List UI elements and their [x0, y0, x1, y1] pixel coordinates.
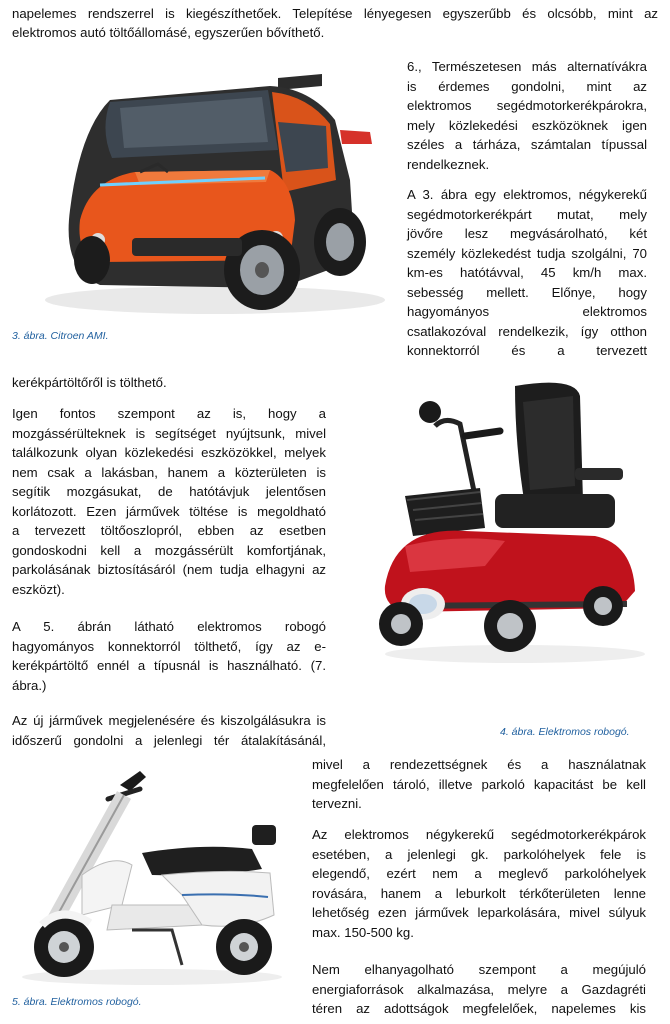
text-line: mivel a rendezettségnek és a használatnak — [312, 757, 646, 772]
text-line: széles a tárháza, számtalan típussal — [407, 137, 647, 152]
text-line: nem csak a lakásban, hanem a közterületen is — [12, 464, 326, 480]
new-vehicles-paragraph — [12, 711, 326, 750]
text-line: személy közlekedést tudja szolgálni, 70 — [407, 245, 647, 261]
citroen-ami-image — [40, 60, 388, 318]
text-line: 6., Természetesen más alternatívákra — [407, 59, 647, 74]
intro-line-1: napelemes rendszerrel is kiegészíthetőek. Telepítése lényegesen egyszerűbb és olcsóbb, mint az — [12, 6, 658, 21]
text-line: tervezni. — [312, 796, 362, 811]
text-line: elegendő, ezért nem a meglevő parkolóhelyek — [312, 866, 646, 881]
text-line: km-es hatótávval, 45 km/h max. — [407, 265, 647, 280]
text-line: energiaforrások alkalmazása, melyre a Gazdagréti — [312, 981, 646, 997]
text-line: Az új járművek megjelenésére és kiszolgálásukra is — [12, 713, 326, 728]
text-line: időszerű gondolni a jelenlegi tér átalakításánál, — [12, 732, 326, 748]
text-line: segítik mozgásukat, de hatótávjuk jelentősen — [12, 484, 326, 499]
text-line: hagyományos konnektorról tölthető, így az e- — [12, 638, 326, 654]
text-line: sebesség mellett. Előnye, hogy — [407, 284, 647, 300]
figure-4-caption: 4. ábra. Elektromos robogó. — [500, 726, 630, 738]
text-line: a tervezett töltőoszlopról, ebben az esetben — [12, 523, 326, 538]
text-line: Igen fontos szempont az is, hogy a — [12, 406, 326, 421]
text-line: konnektorról és a tervezett — [407, 343, 647, 358]
text-line: rovására, hanem a leburkolt térkőterületen lenne — [312, 885, 646, 901]
text-line: gondoskodni kell a mozgássérült komfortjának, — [12, 542, 326, 558]
new-vehicles-continuation — [312, 755, 646, 814]
figure-5-caption: 5. ábra. Elektromos robogó. — [12, 996, 142, 1008]
text-line: Nem elhanyagolható szempont a megújuló — [312, 962, 646, 977]
text-line: esetében, a jelenlegi gk. parkolóhelyek fele is — [312, 846, 646, 862]
text-line: téren az adottságok megfelelőek, napelemes kis — [312, 1001, 646, 1016]
text-line: eszközt). — [12, 581, 65, 597]
quad-paragraph — [312, 825, 646, 942]
text-line: megfelelően tároló, illetve parkoló kapacitást be kell — [312, 776, 646, 792]
intro-line-2: elektromos autó töltőállomásé, egyszerűen bővíthető. — [12, 25, 325, 40]
text-line: jövőre lesz megvásárolható, két — [407, 226, 647, 241]
text-line: lehetőség ezen járművek leparkolására, mivel súlyuk — [312, 905, 646, 920]
text-line: mely közlekedési eszközöknek igen — [407, 117, 647, 133]
scooter-paragraph — [12, 617, 326, 695]
text-line: segédmotorkerékpárt mutat, mely — [407, 206, 647, 222]
text-line: Az elektromos négykerekű segédmotorkerékpárok — [312, 827, 646, 842]
text-line: ábra.) — [12, 677, 47, 693]
text-line: elektromos segédmotorkerékpárokra, — [407, 98, 647, 113]
figure-3-caption: 3. ábra. Citroen AMI. — [12, 330, 109, 342]
electric-scooter-image — [12, 765, 294, 995]
mobility-scooter-image — [365, 376, 657, 666]
text-line: is érdemes gondolni, mint az — [407, 78, 647, 94]
text-line: mozgássérülteknek is segítséget nyújtsunk, mivel — [12, 425, 326, 441]
energy-paragraph — [312, 960, 646, 1019]
mobility-paragraph — [12, 404, 326, 599]
text-line: max. 150-500 kg. — [312, 924, 414, 940]
section-6-continuation: kerékpártöltőről is tölthető. — [12, 375, 167, 390]
text-line: hagyományos elektromos — [407, 304, 647, 319]
text-line: kerékpártöltő ennél a típusnál is használható. (7. — [12, 658, 326, 673]
section-6-paragraph-1 — [407, 57, 647, 174]
text-line: rendelkeznek. — [407, 156, 490, 172]
text-line: csatlakozóval rendelkezik, így otthon — [407, 323, 647, 339]
text-line: parkolásának biztosításáról (nem tudja elhagyni az — [12, 562, 326, 577]
text-line: korlátozott. Ezen járművek töltése is megoldható — [12, 503, 326, 519]
text-line: A 5. ábrán látható elektromos robogó — [12, 619, 326, 634]
text-line: A 3. ábra egy elektromos, négykerekű — [407, 187, 647, 202]
section-6-paragraph-2 — [407, 185, 647, 361]
text-line: találkozunk olyan közlekedési eszközökkel, melyek — [12, 445, 326, 460]
